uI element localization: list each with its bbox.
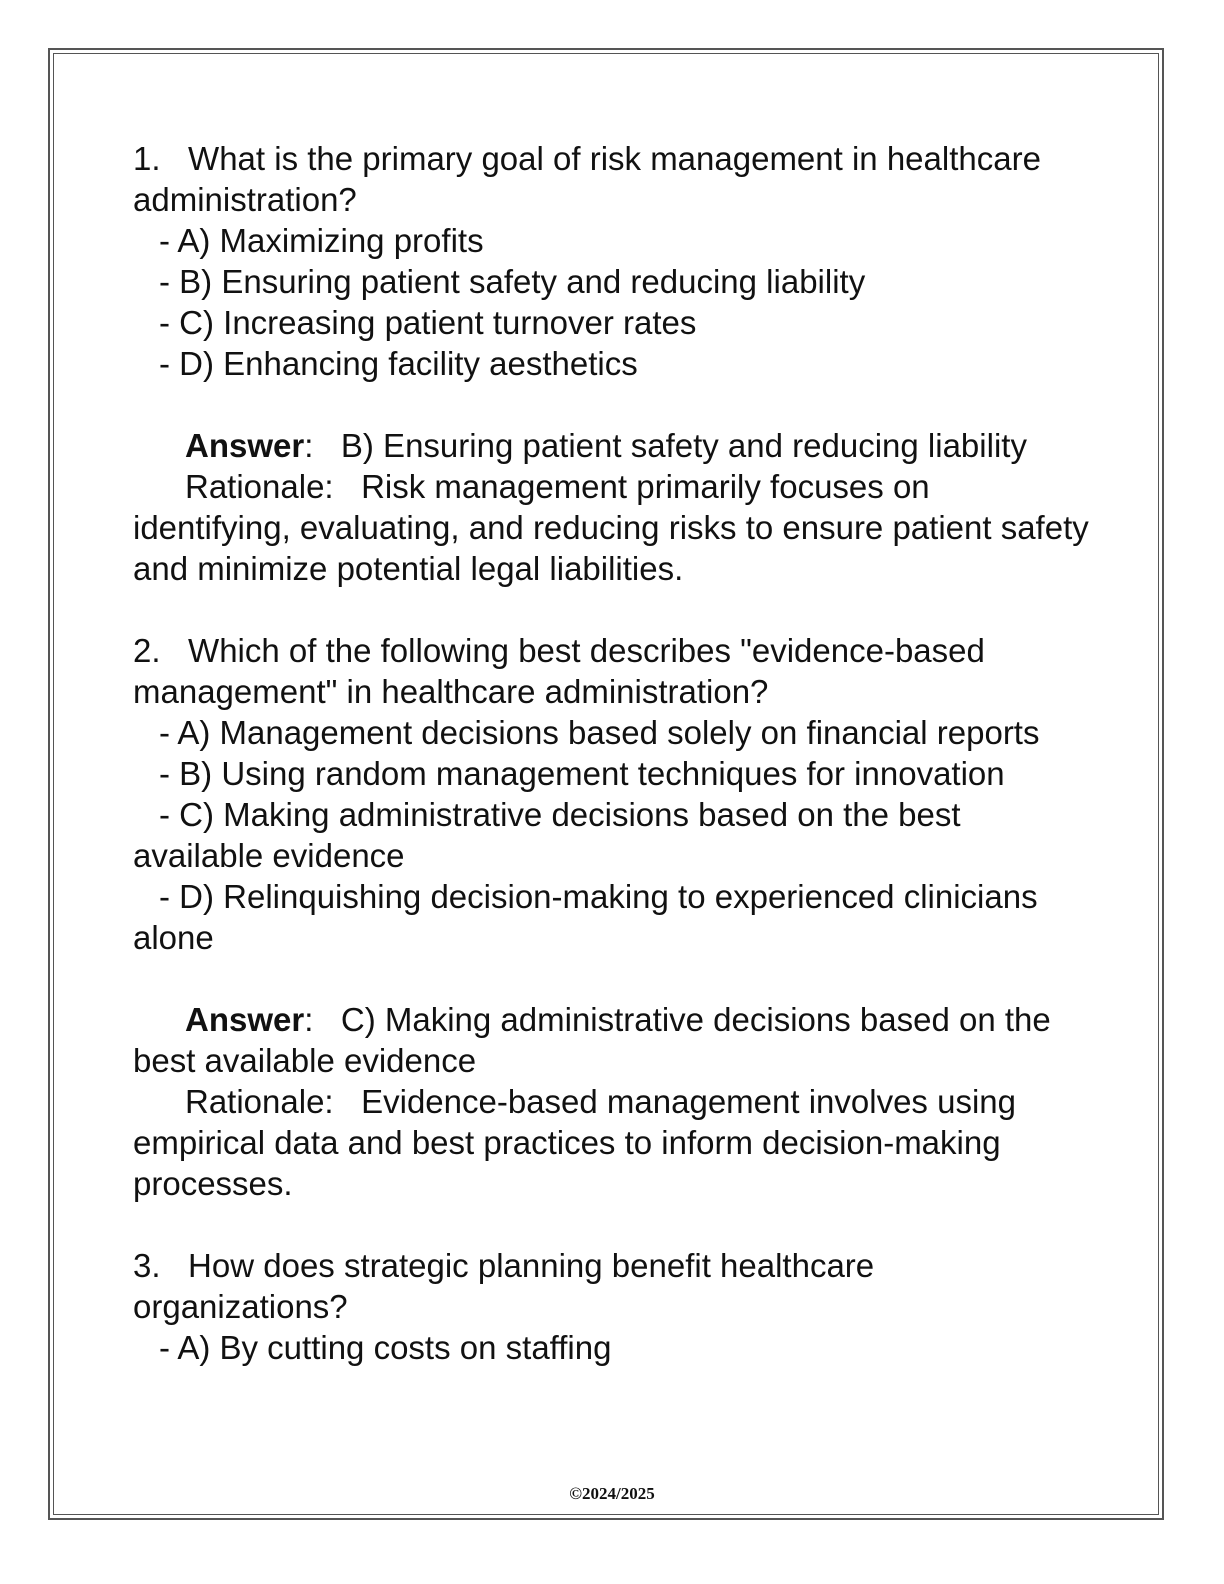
- option-a: [133, 712, 1093, 753]
- option-d-text: - D) Relinquishing decision-making to experienced clinicians alone: [133, 878, 1047, 956]
- rationale: [133, 466, 1098, 589]
- answer: [133, 425, 1093, 466]
- rationale-text: Rationale: Risk management primarily focuses on identifying, evaluating, and reducing risks to ensure patient safety and minimize potential legal liabilities.: [133, 468, 1098, 587]
- option-a-text: - A) Management decisions based solely on financial reports: [159, 714, 1040, 751]
- option-b: - B) Ensuring patient safety and reducing liability: [159, 263, 866, 300]
- option-a: - A) Maximizing profits: [159, 222, 484, 259]
- answer-label: Answer: [185, 427, 305, 464]
- answer-label: Answer: [185, 1001, 305, 1038]
- spacer: [133, 958, 1093, 999]
- rationale-text: Rationale: Evidence-based management involves using empirical data and best practices to inform decision-making processes.: [133, 1083, 1026, 1202]
- option-d: - D) Enhancing facility aesthetics: [159, 345, 638, 382]
- option-c-text: - C) Making administrative decisions based on the best available evidence: [133, 796, 970, 874]
- question-number: 1.: [133, 140, 161, 177]
- answer: [133, 999, 1093, 1081]
- question-2: [133, 630, 1093, 1245]
- question-stem: What is the primary goal of risk management in healthcare administration?: [133, 140, 1051, 218]
- question-text: [133, 1245, 1093, 1327]
- spacer: [133, 1204, 1093, 1245]
- option-a: - A) By cutting costs on staffing: [159, 1329, 612, 1366]
- option-b: - B) Using random management techniques for innovation: [159, 755, 1005, 792]
- question-3: [133, 1245, 1093, 1368]
- question-1: [133, 138, 1098, 630]
- option-d: [133, 876, 1093, 958]
- question-stem: How does strategic planning benefit healthcare organizations?: [133, 1247, 884, 1325]
- spacer: [133, 589, 1093, 630]
- question-text: [133, 138, 1093, 220]
- option-c: [133, 794, 1093, 876]
- rationale: [133, 1081, 1093, 1204]
- option-c: - C) Increasing patient turnover rates: [159, 304, 697, 341]
- answer-text: : B) Ensuring patient safety and reducing liability: [304, 427, 1027, 464]
- question-text: [133, 630, 1093, 712]
- question-number: 2.: [133, 632, 161, 669]
- question-stem: Which of the following best describes "evidence-based management" in healthcare administration?: [133, 632, 995, 710]
- spacer: [133, 384, 1093, 425]
- question-number: 3.: [133, 1247, 161, 1284]
- document-body: [133, 138, 1098, 1368]
- copyright-footer: ©2024/2025: [569, 1484, 655, 1503]
- answer-text: : C) Making administrative decisions based on the best available evidence: [133, 1001, 1060, 1079]
